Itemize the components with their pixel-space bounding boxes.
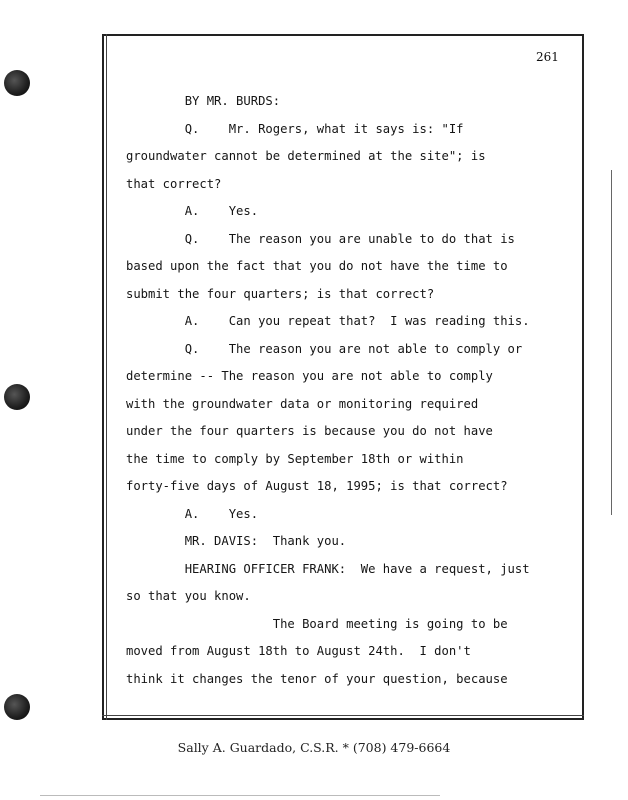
transcript-line: based upon the fact that you do not have the time to [126,259,508,273]
transcript-line: with the groundwater data or monitoring required [126,396,479,411]
frame-inner-left-rule [106,34,107,720]
binder-hole-top [4,70,30,96]
transcript-line: moved from August 18th to August 24th. I don't [126,644,471,658]
transcript-body [126,93,566,698]
transcript-line: under the four quarters is because you do not have [126,424,493,438]
transcript-line: the time to comply by September 18th or within [126,451,464,466]
transcript-line: submit the four quarters; is that correct? [126,286,435,301]
transcript-line: think it changes the tenor of your question, because [126,671,508,686]
binder-hole-bottom [4,694,30,720]
transcript-line: Q. The reason you are not able to comply or [126,341,523,356]
binder-hole-middle [4,384,30,410]
transcript-line: that correct? [126,176,222,191]
right-margin-rule [611,170,612,515]
transcript-line: A. Can you repeat that? I was reading this. [126,314,530,328]
transcript-line: Q. Mr. Rogers, what it says is: "If [126,121,464,136]
transcript-line: The Board meeting is going to be [126,616,508,631]
transcript-line: Q. The reason you are unable to do that is [126,231,515,246]
transcript-line: so that you know. [126,589,251,603]
transcript-line: A. Yes. [126,506,259,521]
transcript-line: forty-five days of August 18, 1995; is that correct? [126,479,508,493]
footer-edge-rule [40,795,440,796]
reporter-footer: Sally A. Guardado, C.S.R. * (708) 479-6664 [177,740,451,755]
transcript-line: HEARING OFFICER FRANK: We have a request, just [126,561,530,576]
frame-inner-bottom-rule [102,715,584,716]
transcript-line: BY MR. BURDS: [126,94,281,108]
transcript-line: groundwater cannot be determined at the site"; is [126,149,486,163]
page-number: 261 [536,50,559,64]
transcript-line: determine -- The reason you are not able to comply [126,369,493,383]
transcript-line: MR. DAVIS: Thank you. [126,534,347,548]
transcript-line: A. Yes. [126,204,259,218]
